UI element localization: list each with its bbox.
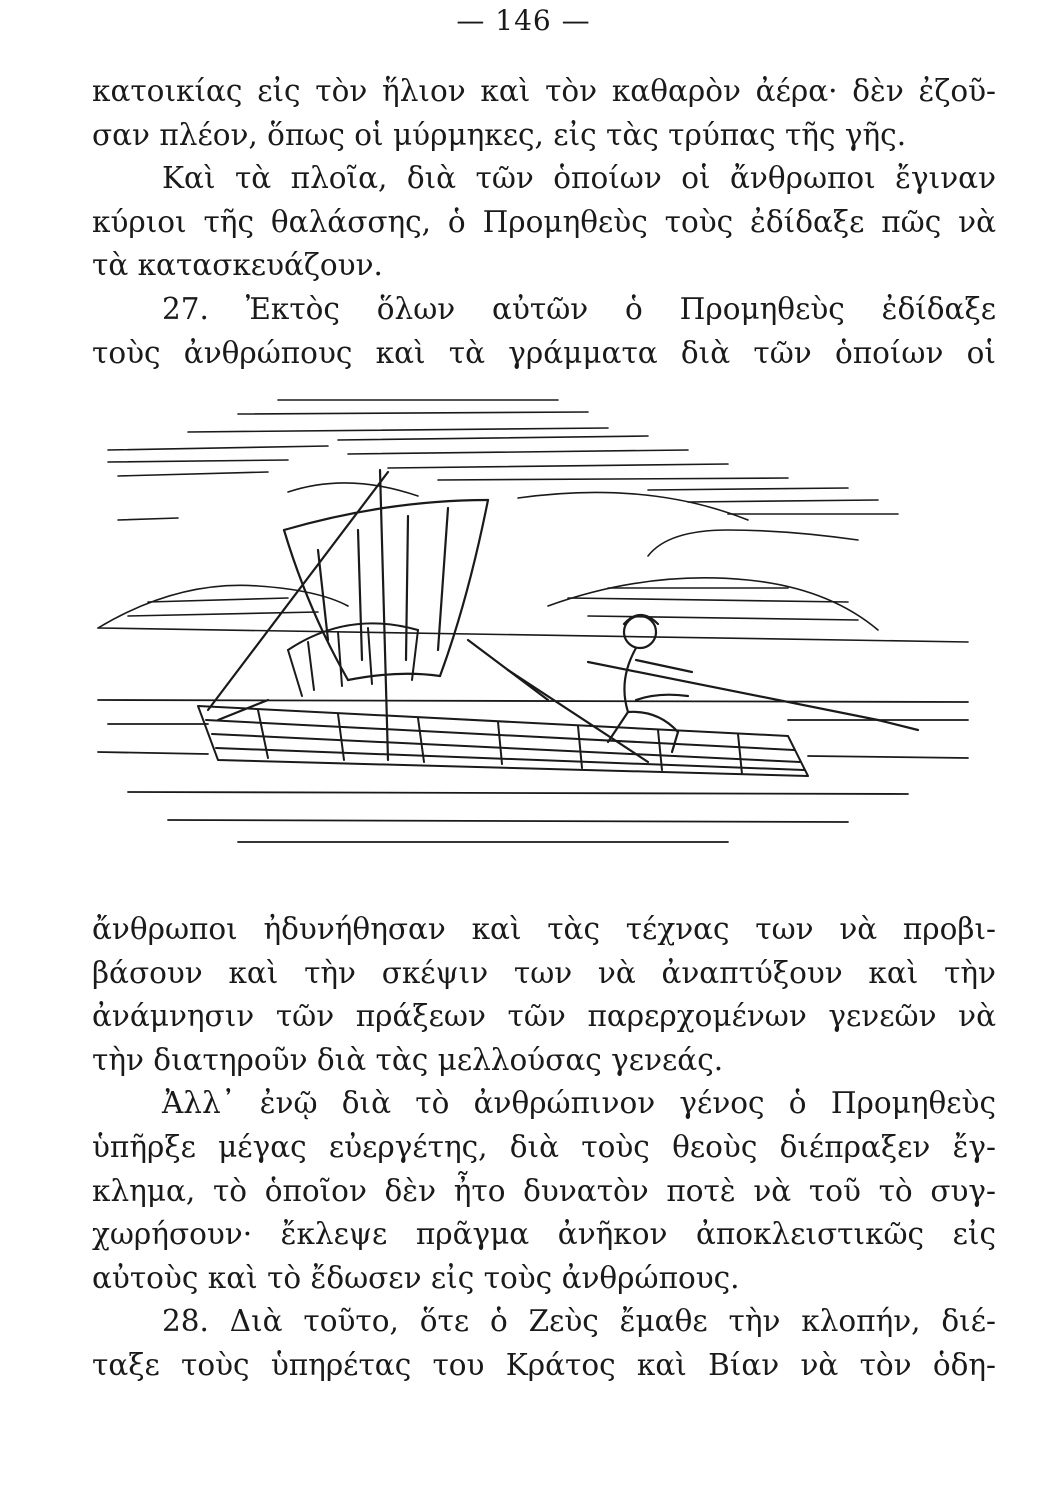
text-line: τοὺς ἀνθρώπους καὶ τὰ γράμματα διὰ τῶν ὁποίων οἱ [92, 335, 996, 370]
text-line: τὴν διατηροῦν διὰ τὰς μελλούσας γενεάς. [92, 1042, 724, 1077]
text-line: Καὶ τὰ πλοῖα, διὰ τῶν ὁποίων οἱ ἄνθρωποι ἔγιναν [162, 161, 996, 196]
paragraph-28-start: 28. Διὰ τοῦτο, ὅτε ὁ Ζεὺς ἔμαθε τὴν κλοπήν, διέ- [162, 1304, 996, 1339]
distant-hills [98, 578, 968, 642]
raft-with-sail-illustration [88, 380, 978, 860]
text-line: αὐτοὺς καὶ τὸ ἔδωσεν εἰς τοὺς ἀνθρώπους. [92, 1260, 740, 1295]
text-line: κύριοι τῆς θαλάσσης, ὁ Προμηθεὺς τοὺς ἐδίδαξε πῶς νὰ [92, 204, 996, 239]
raft-canopy [288, 623, 418, 696]
text-line: βάσουν καὶ τὴν σκέψιν των νὰ ἀναπτύξουν καὶ τὴν [92, 955, 996, 990]
paragraph-27-start: 27. Ἐκτὸς ὅλων αὐτῶν ὁ Προμηθεὺς ἐδίδαξε [162, 291, 996, 326]
text-line: τὰ κατασκευάζουν. [92, 248, 383, 283]
page-number: — 146 — [456, 4, 591, 37]
text-line: σαν πλέον, ὅπως οἱ μύρμηκες, εἰς τὰς τρύπας τῆς γῆς. [92, 117, 907, 152]
text-line: χωρήσουν· ἔκλεψε πρᾶγμα ἀνῆκον ἀποκλειστικῶς εἰς [92, 1217, 996, 1252]
raft-deck [198, 706, 808, 776]
sky-hatching [108, 400, 898, 556]
text-line: ἄνθρωποι ἠδυνήθησαν καὶ τὰς τέχνας των νὰ προβι- [92, 912, 996, 946]
text-line: κλημα, τὸ ὁποῖον δὲν ἦτο δυνατὸν ποτὲ νὰ τοῦ τὸ συγ- [92, 1173, 996, 1208]
text-line: ταξε τοὺς ὑπηρέτας του Κράτος καὶ Βίαν νὰ τὸν ὁδη- [92, 1347, 996, 1382]
text-line: κατοικίας εἰς τὸν ἥλιον καὶ τὸν καθαρὸν ἀέρα· δὲν ἐζοῦ- [92, 74, 996, 108]
text-line: ὑπῆρξε μέγας εὐεργέτης, διὰ τοὺς θεοὺς διέπραξεν ἔγ- [92, 1129, 996, 1164]
text-block-bottom [92, 908, 996, 1388]
text-block-top [92, 70, 996, 375]
text-line: ἀνάμνησιν τῶν πράξεων τῶν παρερχομένων γενεῶν νὰ [92, 999, 996, 1034]
text-line: Ἀλλ᾽ ἐνῷ διὰ τὸ ἀνθρώπινον γένος ὁ Προμηθεὺς [162, 1086, 996, 1121]
